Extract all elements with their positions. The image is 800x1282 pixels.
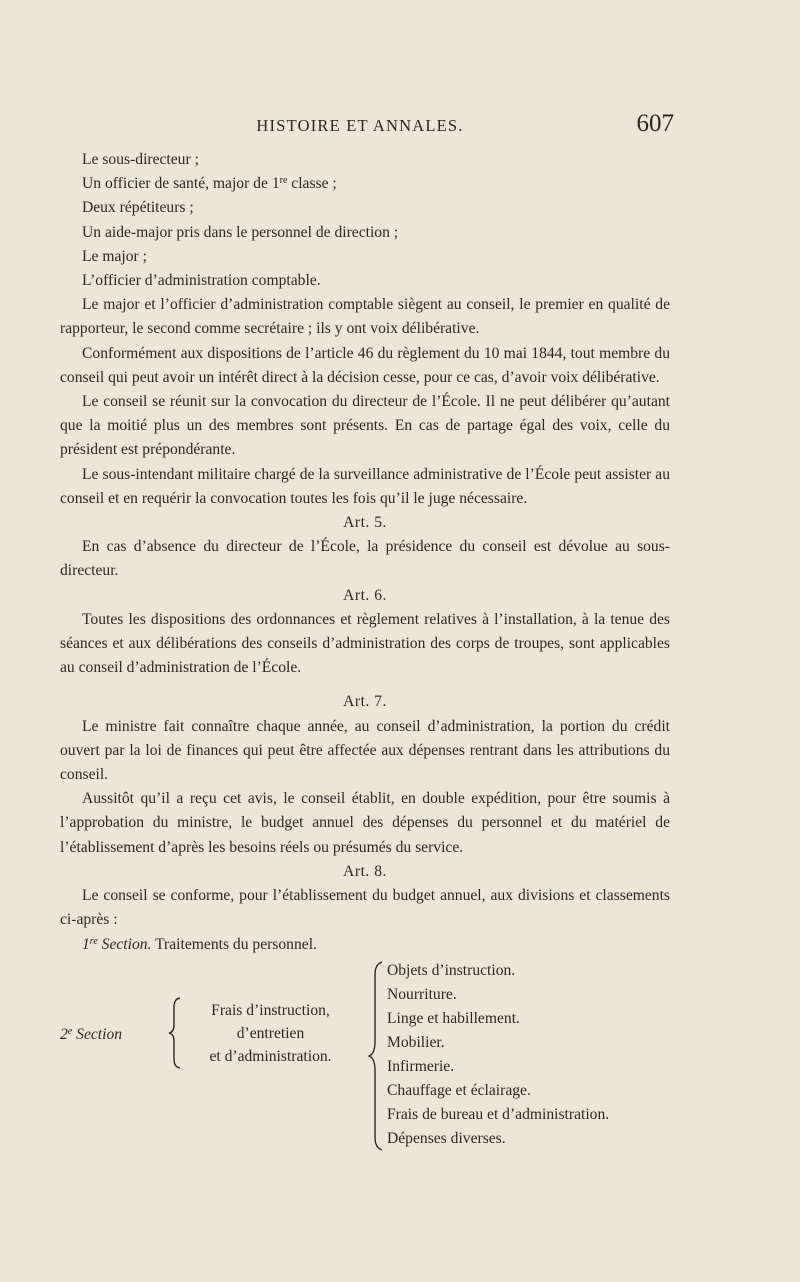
list-item: Frais de bureau et d’administration. xyxy=(387,1105,610,1123)
list-item: Chauffage et éclairage. xyxy=(387,1081,531,1099)
page-number: 607 xyxy=(636,110,674,137)
page-body xyxy=(60,148,670,1147)
list-item: Mobilier. xyxy=(387,1033,445,1051)
list-item: Un officier de santé, major de 1re classe ; xyxy=(82,175,337,193)
expense-list xyxy=(387,959,677,1151)
article-heading: Art. 8. xyxy=(343,862,387,880)
list-item: Linge et habillement. xyxy=(387,1009,520,1027)
list-item: Le sous-directeur ; xyxy=(82,151,199,168)
list-item: Deux répétiteurs ; xyxy=(82,199,194,217)
list-item: Nourriture. xyxy=(387,985,457,1003)
section-1-line: 1re Section. Traitements du personnel. xyxy=(82,935,317,953)
paragraph: Le conseil se conforme, pour l’établissement du budget annuel, aux divisions et classements ci-après : xyxy=(60,887,670,929)
list-item: Le major ; xyxy=(82,247,147,265)
paragraph: Le ministre fait connaître chaque année, au conseil d’administration, la portion du crédit ouvert par la loi de finances qui peut être affectée aux dépenses rentrant dans les attributions du conseil. xyxy=(60,717,670,784)
list-item: Objets d’instruction. xyxy=(387,961,516,979)
article-heading: Art. 5. xyxy=(343,514,387,532)
paragraph: Le sous-intendant militaire chargé de la surveillance administrative de l’École peut assister au conseil et en requérir la convocation toutes les fois qu’il le juge nécessaire. xyxy=(60,465,670,507)
paragraph: Aussitôt qu’il a reçu cet avis, le conseil établit, en double expédition, pour être soumis à l’approbation du ministre, le budget annuel des dépenses du personnel et du matériel de l’établissement d’après les besoins réels ou présumés du service. xyxy=(60,790,670,856)
article-heading: Art. 7. xyxy=(343,693,387,711)
list-item: Infirmerie. xyxy=(387,1057,455,1075)
paragraph: En cas d’absence du directeur de l’École, la présidence du conseil est dévolue au sous-directeur. xyxy=(60,538,670,580)
paragraph: Toutes les dispositions des ordonnances et règlement relatives à l’installation, à la tenue des séances et aux délibérations des conseils d’administration des corps de troupes, sont applicables au conseil d’administration de l’École. xyxy=(60,610,670,677)
section-2-label: 2e Section xyxy=(60,1025,123,1043)
article-heading: Art. 6. xyxy=(343,586,387,604)
paragraph: Conformément aux dispositions de l’article 46 du règlement du 10 mai 1844, tout membre du conseil qui peut avoir un intérêt direct à la décision cesse, pour ce cas, d’avoir voix délibérative. xyxy=(60,344,670,386)
running-title: HISTOIRE ET ANNALES. xyxy=(256,116,464,135)
page-header xyxy=(60,110,674,144)
right-brace-icon xyxy=(368,961,384,1151)
list-item: L’officier d’administration comptable. xyxy=(82,272,321,290)
paragraph: Le conseil se réunit sur la convocation du directeur de l’École. Il ne peut délibérer qu’autant que la moitié plus un des membres sont présents. En cas de partage égal des voix, celle du président est prépondérante. xyxy=(60,393,670,459)
paragraph: Le major et l’officier d’administration comptable siègent au conseil, le premier en qualité de rapporteur, le second comme secrétaire ; ils y ont voix délibérative. xyxy=(60,296,670,338)
list-item: Dépenses diverses. xyxy=(387,1129,506,1147)
section-2-table xyxy=(60,959,670,1147)
left-brace-icon xyxy=(168,997,182,1069)
section-2-heading: Frais d’instruction, d’entretien et d’administration. xyxy=(209,1001,332,1065)
list-item: Un aide-major pris dans le personnel de direction ; xyxy=(82,223,399,241)
